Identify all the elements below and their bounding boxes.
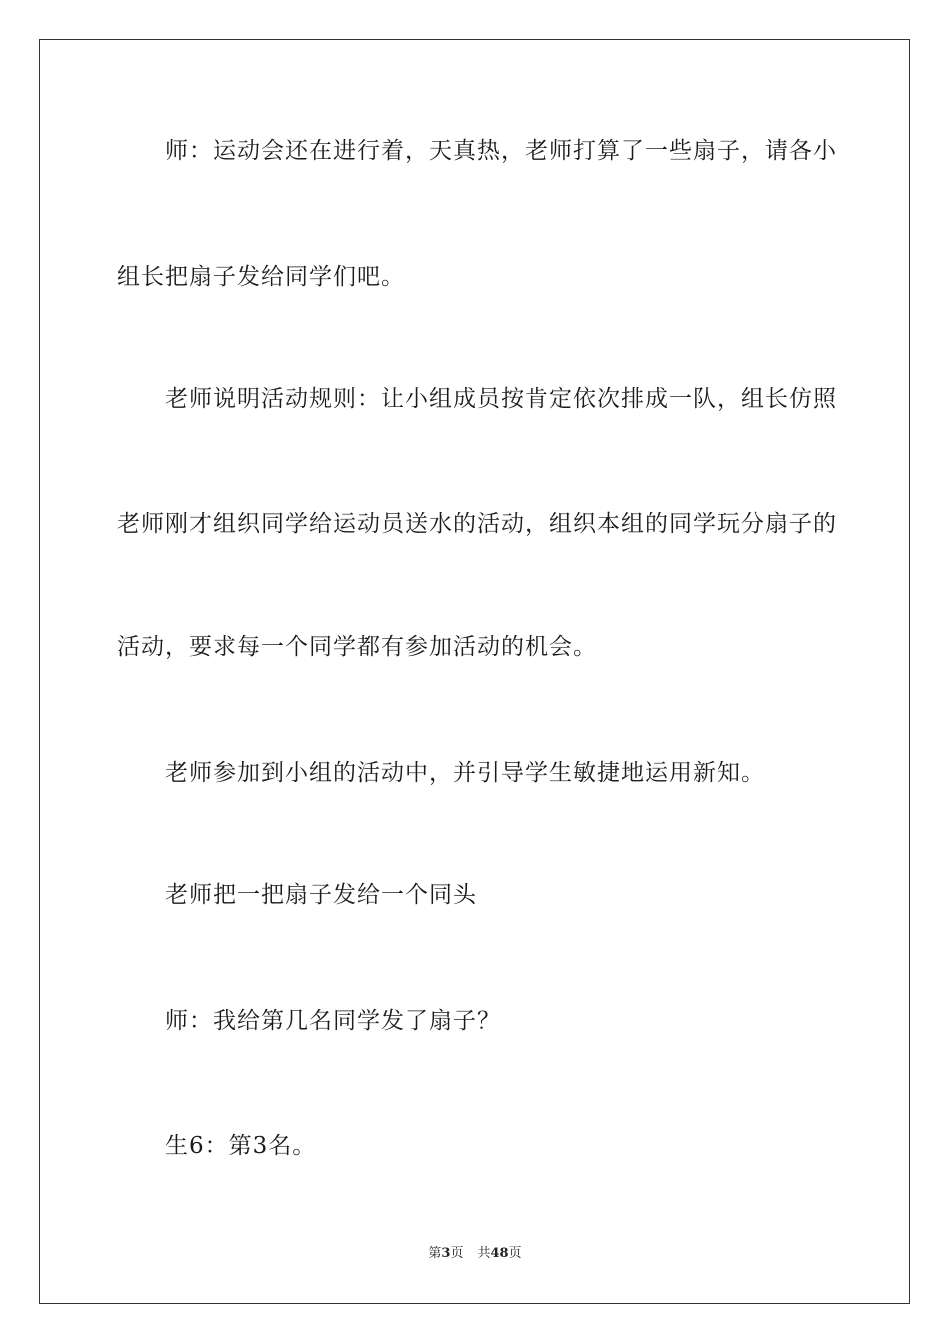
total-suffix: 页 [508,1246,522,1261]
paragraph-line: 老师说明活动规则：让小组成员按肯定依次排成一队，组长仿照 [165,386,837,412]
paragraph-line: 生6：第3名。 [165,1133,317,1159]
paragraph-line: 师：运动会还在进行着，天真热，老师打算了一些扇子，请各小 [165,138,837,164]
paragraph-line: 老师把一把扇子发给一个同头 [165,882,477,908]
page-footer [0,1246,950,1262]
page-prefix: 第 [428,1246,442,1261]
paragraph-line: 师：我给第几名同学发了扇子？ [165,1008,501,1034]
page-number: 3 [441,1246,451,1261]
paragraph-line: 组长把扇子发给同学们吧。 [117,264,405,290]
paragraph-line: 活动，要求每一个同学都有参加活动的机会。 [117,634,597,660]
paragraph-line: 老师刚才组织同学给运动员送水的活动，组织本组的同学玩分扇子的 [117,511,837,537]
page-border [39,39,910,1304]
total-prefix: 共 [477,1246,491,1261]
paragraph-line: 老师参加到小组的活动中，并引导学生敏捷地运用新知。 [165,760,765,786]
total-pages: 48 [490,1246,509,1261]
page-suffix: 页 [450,1246,464,1261]
